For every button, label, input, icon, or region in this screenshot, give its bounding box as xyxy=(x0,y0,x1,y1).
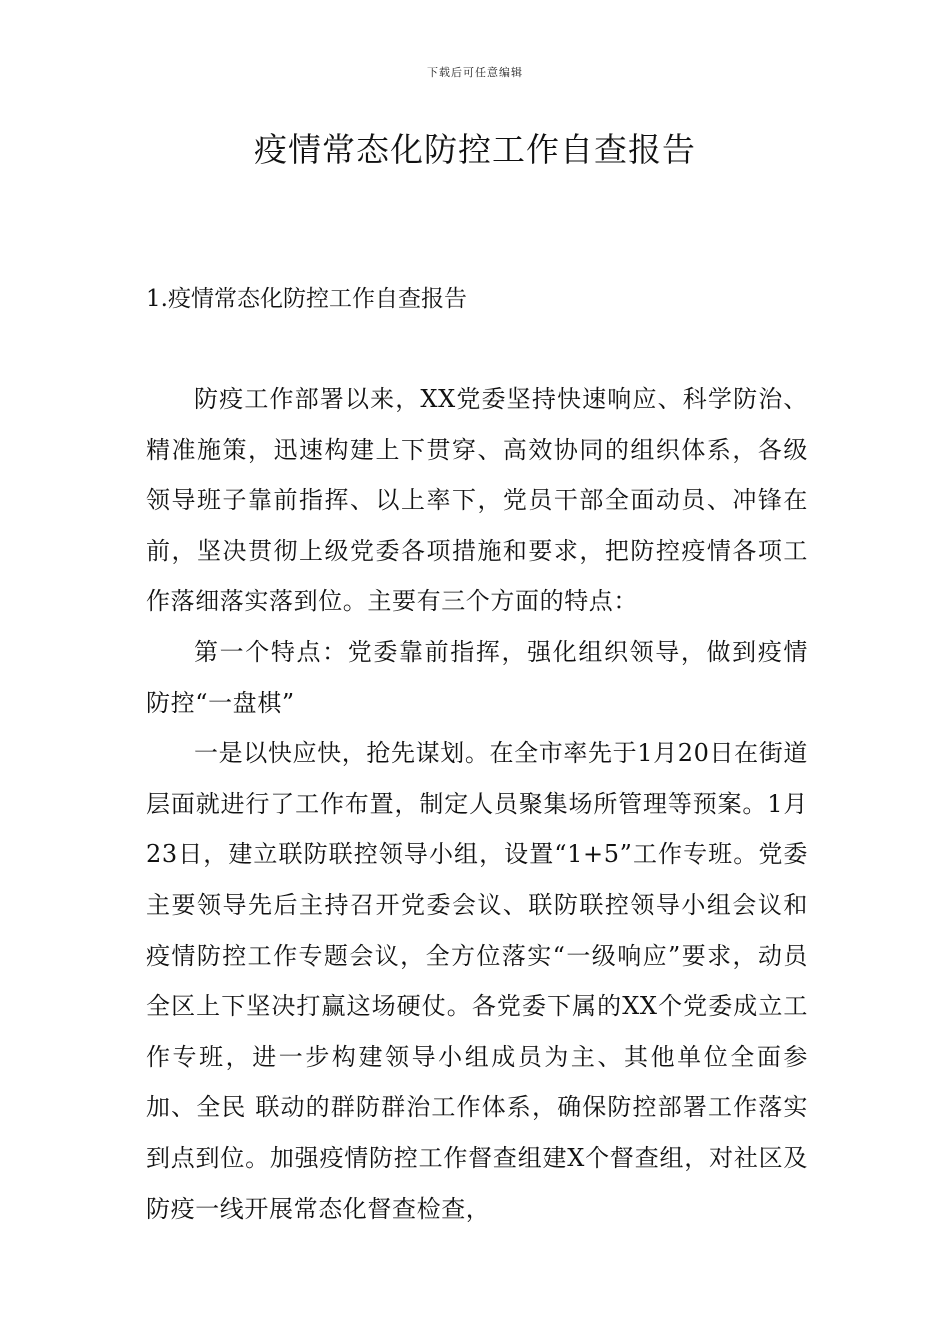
paragraph-point-one: 一是以快应快，抢先谋划。在全市率先于1月20日在街道层面就进行了工作布置，制定人员聚集场所管理等预案。1月23日，建立联防联控领导小组，设置“1+5”工作专班。党委主要领导先后主持召开党委会议、联防联控领导小组会议和疫情防控工作专题会议，全方位落实“一级响应”要求，动员全区上下坚决打赢这场硬仗。各党委下属的XX个党委成立工作专班，进一步构建领导小组成员为主、其他单位全面参加、全民 联动的群防群治工作体系，确保防控部署工作落实到点到位。加强疫情防控工作督查组建X个督查组，对社区及防疫一线开展常态化督查检查， xyxy=(146,739,808,1223)
section-heading: 1.疫情常态化防控工作自查报告 xyxy=(146,286,467,312)
document-title: 疫情常态化防控工作自查报告 xyxy=(254,130,696,169)
paragraph-feature-one: 第一个特点：党委靠前指挥，强化组织领导，做到疫情防控“一盘棋” xyxy=(146,637,808,717)
header-note: 下载后可任意编辑 xyxy=(427,66,523,79)
paragraph-intro: 防疫工作部署以来，XX党委坚持快速响应、科学防治、精准施策，迅速构建上下贯穿、高效协同的组织体系，各级领导班子靠前指挥、以上率下，党员干部全面动员、冲锋在前，坚决贯彻上级党委各项措施和要求，把防控疫情各项工作落细落实落到位。主要有三个方面的特点： xyxy=(146,385,808,616)
document-body xyxy=(146,374,808,1234)
